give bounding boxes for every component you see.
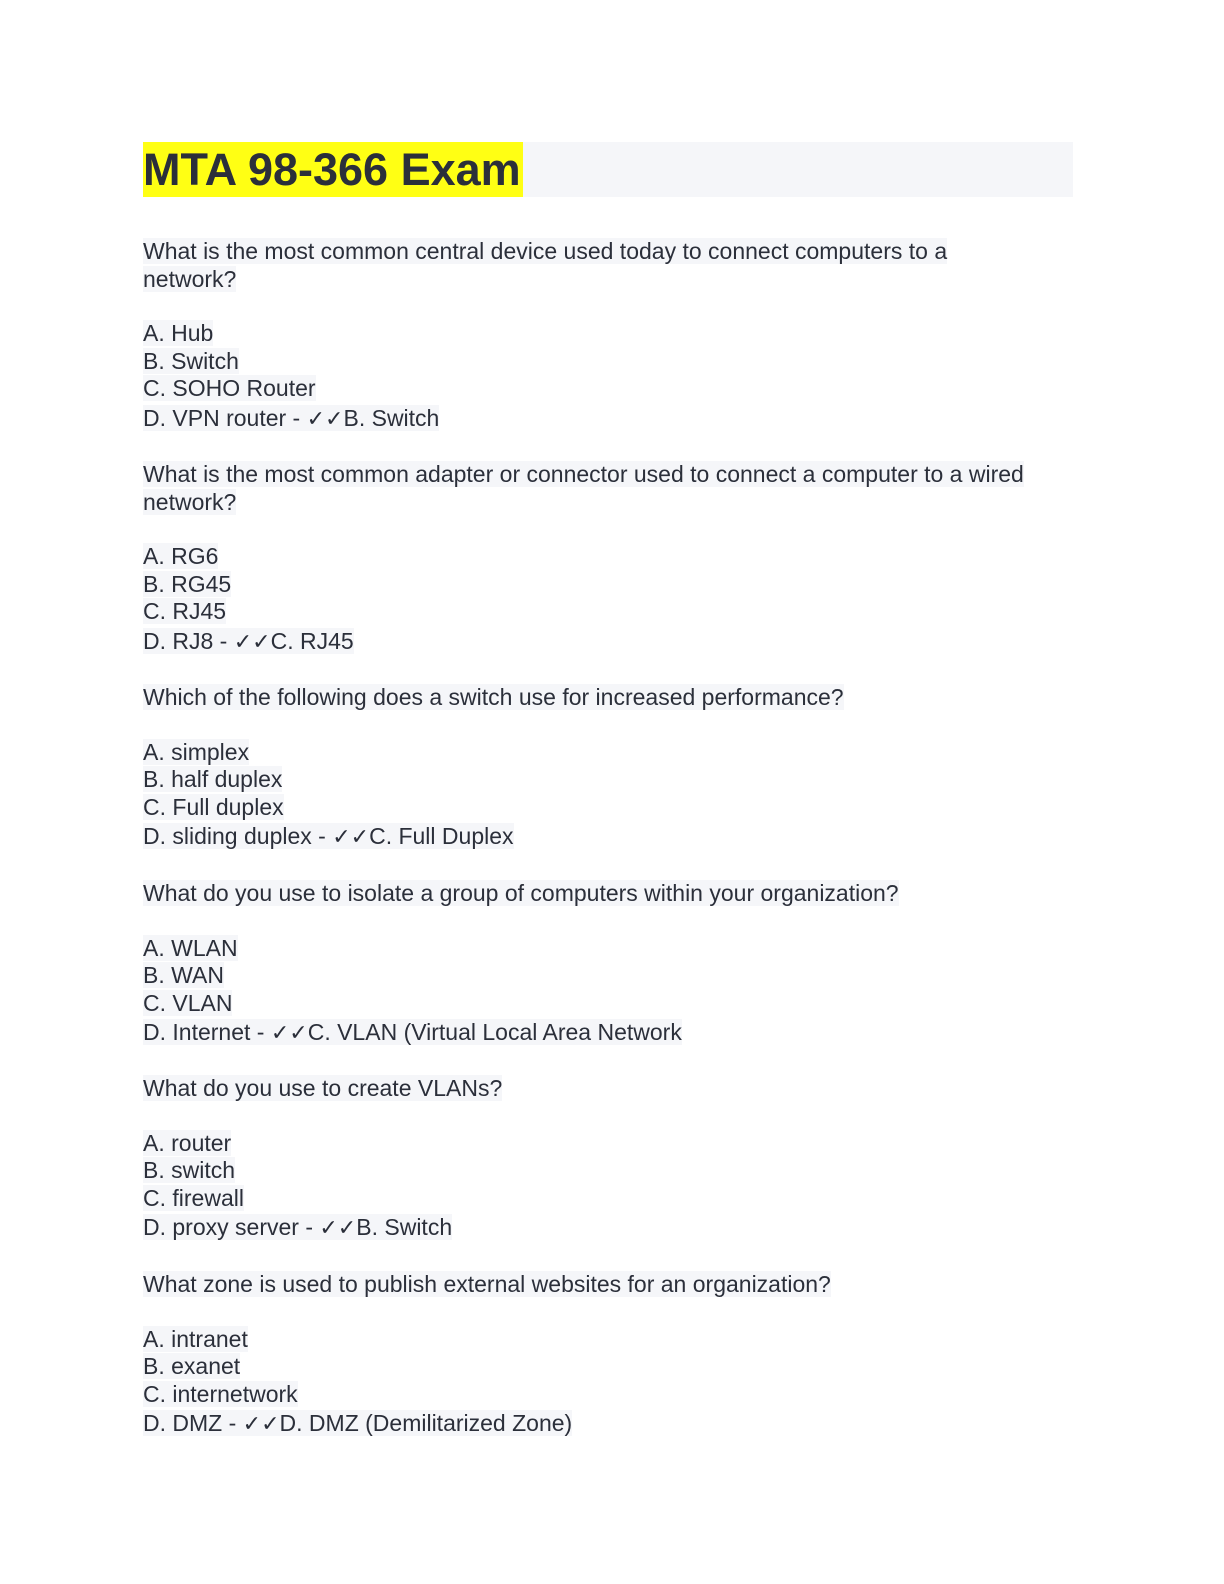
answer-text: D. DMZ (Demilitarized Zone) — [279, 1410, 573, 1436]
question-block — [143, 1075, 502, 1243]
option-list — [143, 739, 844, 853]
option-list — [143, 935, 899, 1049]
option-item: D. sliding duplex - — [143, 823, 333, 849]
option-item: B. WAN — [143, 962, 224, 988]
question-text — [143, 461, 1024, 516]
option-list — [143, 1130, 502, 1244]
option-item-with-answer — [143, 1410, 572, 1436]
option-item: C. Full duplex — [143, 793, 284, 820]
question-text — [143, 1075, 502, 1103]
option-item: D. DMZ - — [143, 1410, 243, 1436]
page-title: MTA 98-366 Exam — [143, 144, 521, 195]
check-icon: ✓✓ — [306, 406, 344, 432]
question-line: What do you use to isolate a group of computers within your organization? — [143, 880, 899, 906]
question-block — [143, 461, 1024, 657]
question-line: What is the most common central device used today to connect computers to a — [143, 238, 948, 264]
option-item: C. internetwork — [143, 1380, 298, 1407]
question-line: What zone is used to publish external websites for an organization? — [143, 1271, 831, 1297]
option-item: B. Switch — [143, 347, 239, 374]
check-icon: ✓✓ — [233, 629, 271, 655]
option-item-with-answer — [143, 1019, 682, 1045]
option-list — [143, 320, 947, 434]
question-line: network? — [143, 488, 237, 515]
option-item: B. exanet — [143, 1353, 241, 1379]
question-line: network? — [143, 265, 237, 292]
answer-text: C. RJ45 — [270, 627, 354, 654]
question-line: Which of the following does a switch use for increased performance? — [143, 684, 844, 710]
question-block — [143, 1271, 831, 1439]
option-item: C. VLAN — [143, 989, 233, 1016]
document-page — [143, 142, 1073, 1437]
option-item: B. half duplex — [143, 766, 283, 792]
option-item: B. RG45 — [143, 570, 232, 597]
option-item: A. RG6 — [143, 543, 219, 569]
question-text — [143, 1271, 831, 1299]
option-item-with-answer — [143, 405, 439, 431]
answer-text: B. Switch — [343, 404, 440, 431]
question-block — [143, 238, 947, 434]
question-block — [143, 880, 899, 1048]
option-item: A. router — [143, 1129, 232, 1156]
option-item-with-answer — [143, 823, 514, 849]
option-item-with-answer — [143, 1214, 452, 1240]
option-list — [143, 1326, 831, 1440]
question-block — [143, 684, 844, 852]
option-item: C. firewall — [143, 1184, 244, 1211]
option-item: A. intranet — [143, 1325, 248, 1352]
question-text — [143, 880, 899, 908]
answer-text: C. VLAN (Virtual Local Area Network — [307, 1019, 682, 1045]
option-item: B. switch — [143, 1157, 236, 1183]
check-icon: ✓✓ — [332, 825, 370, 850]
option-item: D. RJ8 - — [143, 627, 234, 654]
check-icon: ✓✓ — [319, 1216, 357, 1241]
question-text — [143, 238, 947, 293]
option-item: D. VPN router - — [143, 404, 307, 431]
option-item: A. WLAN — [143, 934, 238, 961]
check-icon: ✓✓ — [242, 1412, 280, 1437]
question-text — [143, 684, 844, 712]
option-item: C. RJ45 — [143, 598, 227, 624]
question-line: What do you use to create VLANs? — [143, 1075, 503, 1101]
option-item: C. SOHO Router — [143, 375, 316, 401]
title-bar — [143, 142, 1073, 197]
answer-text: B. Switch — [356, 1214, 453, 1240]
answer-text: C. Full Duplex — [369, 823, 514, 849]
question-line: What is the most common adapter or connector used to connect a computer to a wired — [143, 461, 1024, 487]
option-item: A. Hub — [143, 320, 214, 346]
option-item: D. proxy server - — [143, 1214, 320, 1240]
option-list — [143, 543, 1024, 657]
option-item: A. simplex — [143, 738, 250, 765]
check-icon: ✓✓ — [270, 1021, 308, 1046]
option-item-with-answer — [143, 628, 354, 654]
option-item: D. Internet - — [143, 1019, 271, 1045]
